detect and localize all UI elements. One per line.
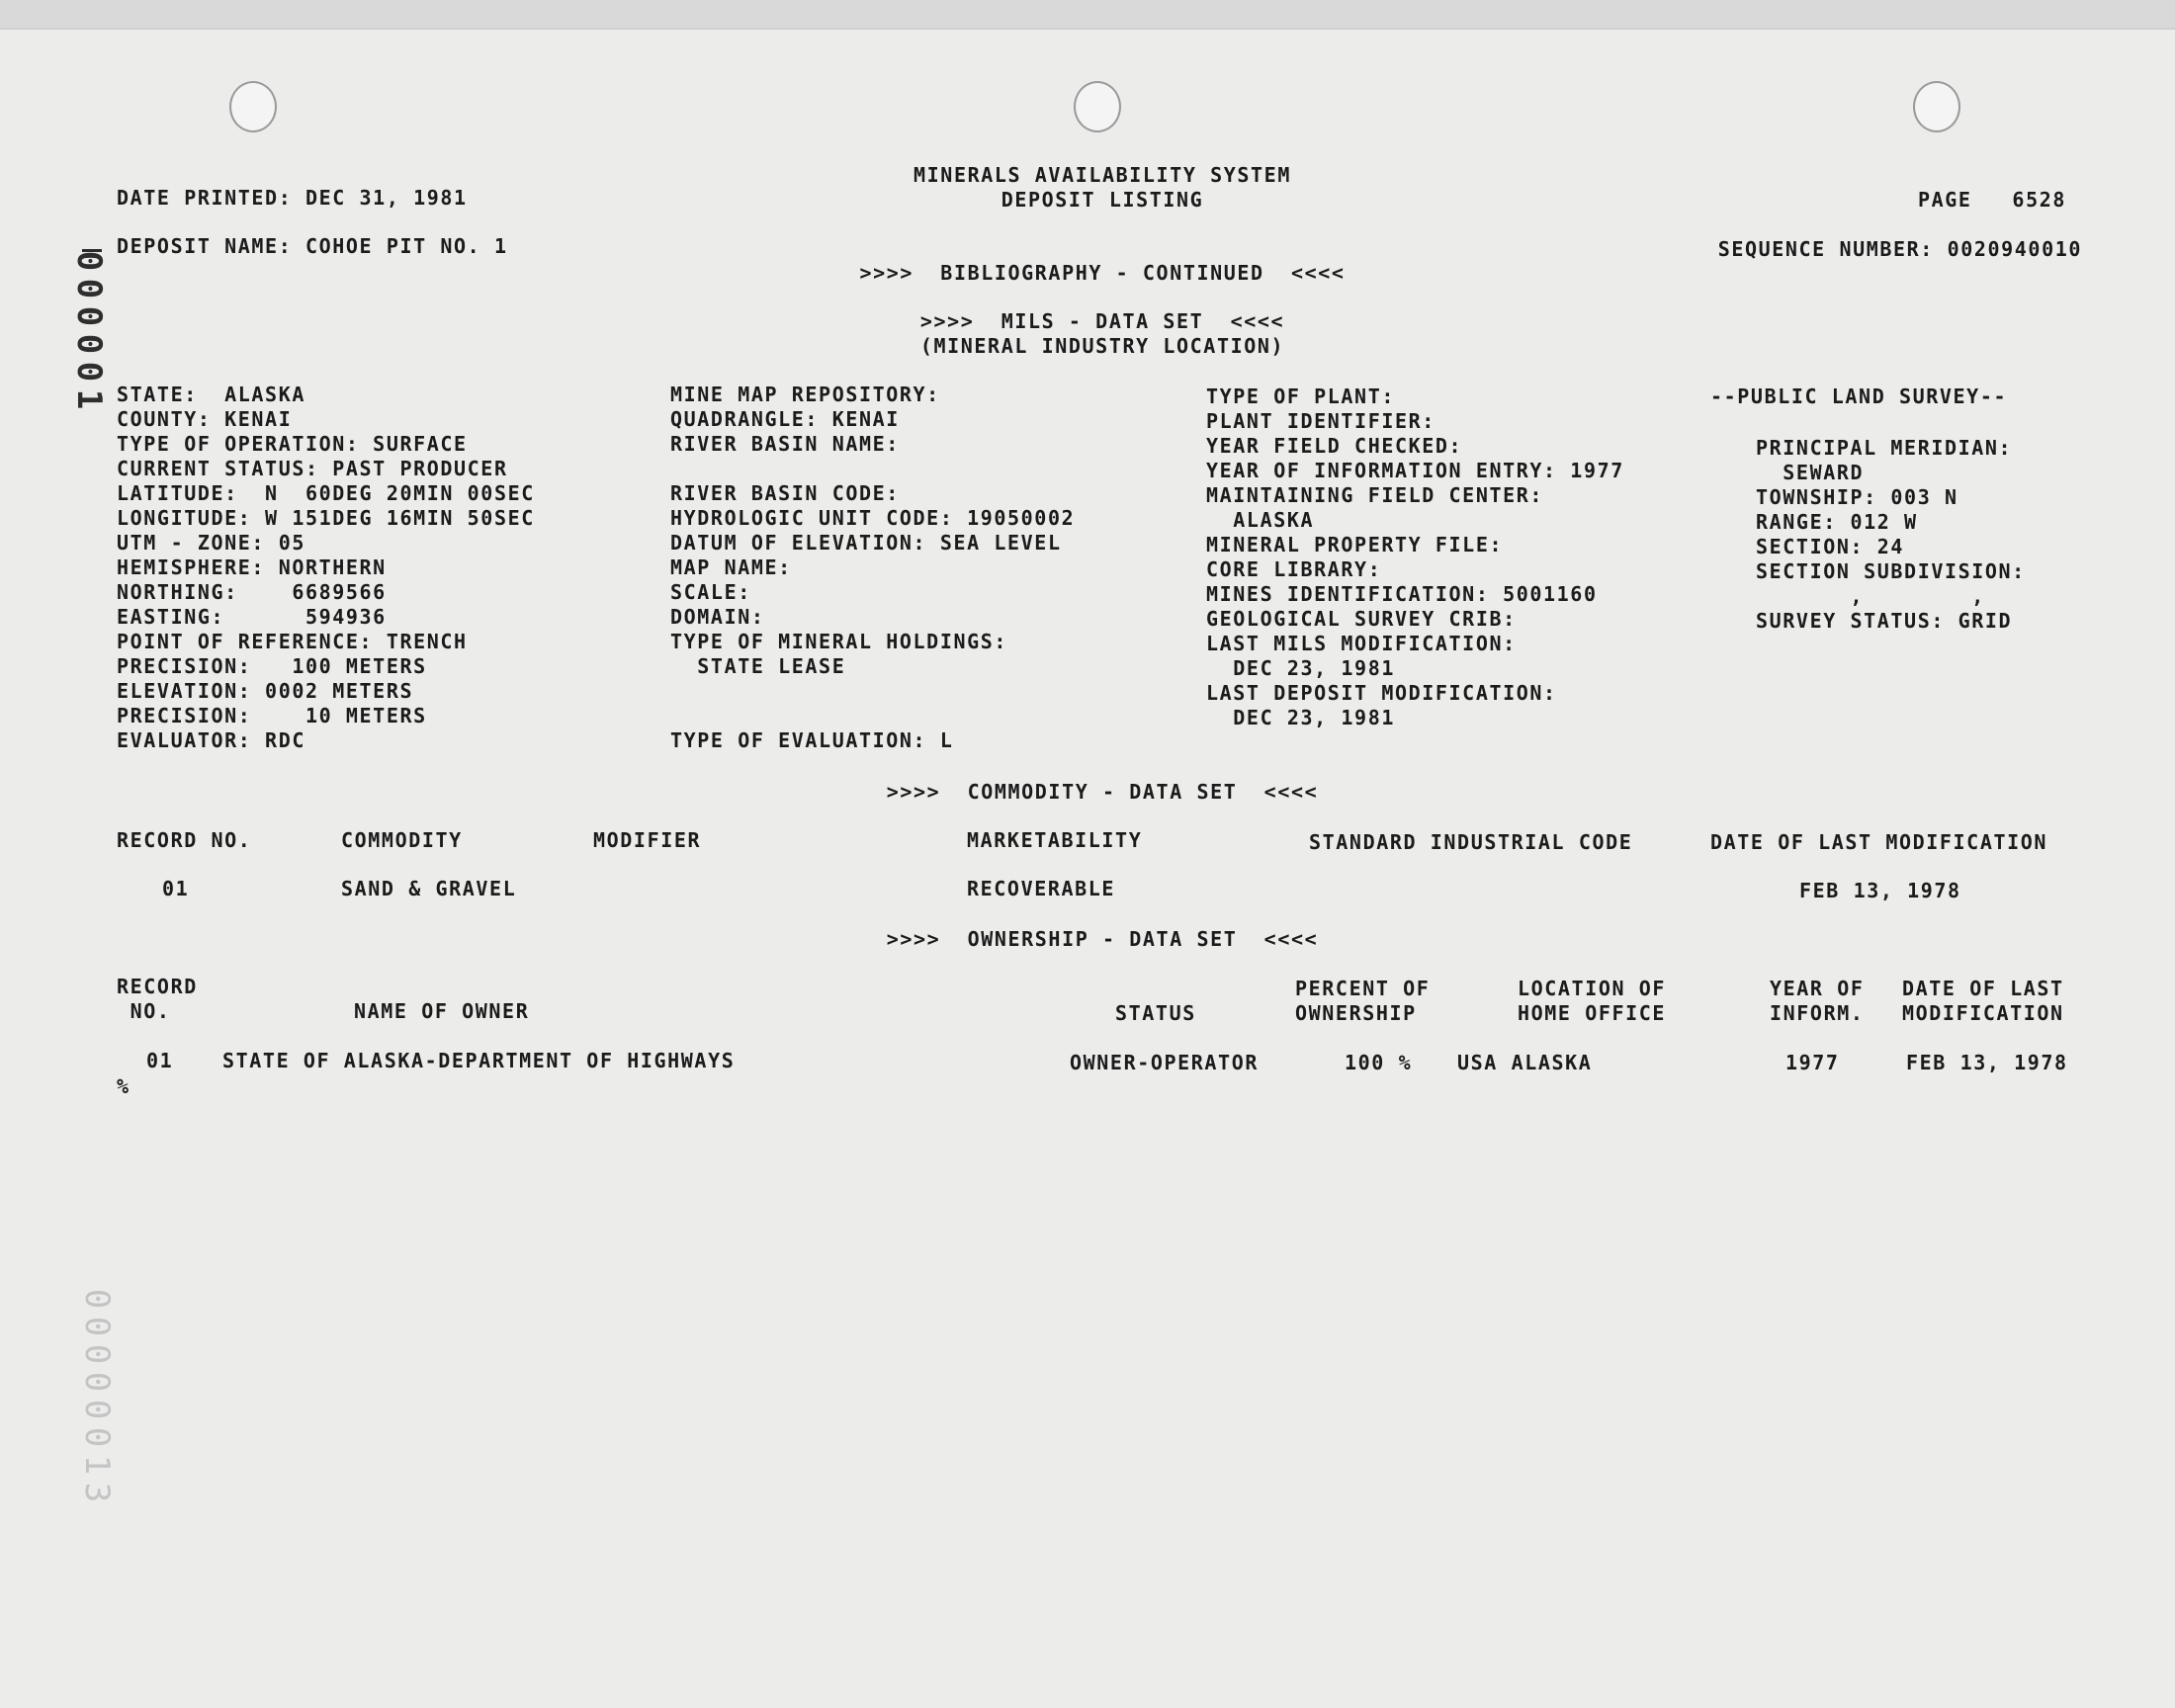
field-line: LATITUDE: N 60DEG 20MIN 00SEC [117, 481, 535, 505]
side-code-digit: 0 [69, 305, 109, 327]
commodity-row-marketability: RECOVERABLE [967, 877, 1116, 900]
commodity-row-date: FEB 13, 1978 [1799, 879, 1961, 902]
faded-side-code-strip [77, 1285, 117, 1506]
side-code-strip [69, 247, 109, 413]
field-line: SECTION SUBDIVISION: [1756, 559, 2026, 583]
field-line: MAP NAME: [670, 555, 792, 579]
ownership-header-record-1: RECORD [117, 975, 198, 998]
ownership-header-percent-1: PERCENT OF [1295, 977, 1431, 1000]
mils-subheading: (MINERAL INDUSTRY LOCATION) [919, 334, 1285, 358]
field-line: ALASKA [1206, 508, 1315, 532]
commodity-header-marketability: MARKETABILITY [967, 828, 1143, 852]
ownership-header-location-1: LOCATION OF [1518, 977, 1667, 1000]
field-line: EVALUATOR: RDC [117, 728, 305, 752]
field-line: SURVEY STATUS: GRID [1756, 609, 2013, 633]
ownership-row-status: OWNER-OPERATOR [1070, 1051, 1259, 1074]
field-line: SEWARD [1756, 461, 1865, 484]
field-line: RIVER BASIN CODE: [670, 481, 900, 505]
deposit-name: DEPOSIT NAME: COHOE PIT NO. 1 [117, 234, 508, 258]
date-printed: DATE PRINTED: DEC 31, 1981 [117, 186, 468, 210]
binder-hole-right [1913, 81, 1960, 132]
commodity-header-modifier: MODIFIER [593, 828, 702, 852]
mils-heading: >>>> MILS - DATA SET <<<< [919, 309, 1285, 333]
field-line: CORE LIBRARY: [1206, 557, 1382, 581]
ownership-header-percent-2: OWNERSHIP [1295, 1001, 1417, 1025]
binder-hole-center [1074, 81, 1121, 132]
field-line: MINERAL PROPERTY FILE: [1206, 533, 1504, 556]
side-code-digit: 0 [69, 250, 109, 272]
field-line: MINES IDENTIFICATION: 5001160 [1206, 582, 1598, 606]
field-line: POINT OF REFERENCE: TRENCH [117, 630, 468, 653]
field-line: MAINTAINING FIELD CENTER: [1206, 483, 1544, 507]
field-line: TYPE OF MINERAL HOLDINGS: [670, 630, 1008, 653]
field-line [670, 679, 1075, 704]
faded-side-code-digit: 1 [77, 1454, 117, 1476]
ownership-header-location-2: HOME OFFICE [1518, 1001, 1667, 1025]
field-line: LAST DEPOSIT MODIFICATION: [1206, 681, 1557, 705]
field-line: SECTION: 24 [1756, 535, 1905, 558]
field-line: , , [1756, 584, 1985, 608]
commodity-header-commodity: COMMODITY [341, 828, 463, 852]
faded-side-code-digit: 0 [77, 1426, 117, 1448]
field-line: TYPE OF PLANT: [1206, 384, 1395, 408]
field-line: UTM - ZONE: 05 [117, 531, 305, 555]
commodity-row-commodity: SAND & GRAVEL [341, 877, 517, 900]
field-line: PRECISION: 100 METERS [117, 654, 427, 678]
field-line: COUNTY: KENAI [117, 407, 293, 431]
field-line: EASTING: 594936 [117, 605, 387, 629]
field-line: TYPE OF EVALUATION: L [670, 728, 954, 752]
ownership-heading: >>>> OWNERSHIP - DATA SET <<<< [886, 927, 1319, 951]
faded-side-code-digit: 0 [77, 1343, 117, 1365]
field-line: CURRENT STATUS: PAST PRODUCER [117, 457, 508, 480]
faded-side-code-digit: 0 [77, 1371, 117, 1393]
end-of-record-mark: % [117, 1074, 130, 1098]
side-code-digit: 0 [69, 278, 109, 299]
bibliography-heading: >>>> BIBLIOGRAPHY - CONTINUED <<<< [859, 261, 1346, 285]
side-code-digit: 0 [69, 361, 109, 383]
field-line [670, 457, 1075, 481]
field-line: RANGE: 012 W [1756, 510, 1918, 534]
binder-hole-left [229, 81, 277, 132]
ownership-row-record: 01 [146, 1049, 174, 1072]
mils-column-plant [1206, 384, 1624, 730]
faded-side-code-digit: 3 [77, 1482, 117, 1503]
side-code-digit: 0 [69, 333, 109, 355]
field-line: STATE LEASE [670, 654, 846, 678]
field-line: TYPE OF OPERATION: SURFACE [117, 432, 468, 456]
field-line: YEAR OF INFORMATION ENTRY: 1977 [1206, 459, 1624, 482]
field-line: ELEVATION: 0002 METERS [117, 679, 414, 703]
faded-side-code-digit: 0 [77, 1316, 117, 1337]
commodity-header-date: DATE OF LAST MODIFICATION [1710, 830, 2048, 854]
commodity-header-record: RECORD NO. [117, 828, 252, 852]
field-line: HYDROLOGIC UNIT CODE: 19050002 [670, 506, 1076, 530]
public-land-survey-title: --PUBLIC LAND SURVEY-- [1710, 384, 2008, 408]
field-line: LONGITUDE: W 151DEG 16MIN 50SEC [117, 506, 535, 530]
ownership-header-year-2: INFORM. [1770, 1001, 1865, 1025]
field-line: HEMISPHERE: NORTHERN [117, 555, 387, 579]
field-line: STATE: ALASKA [117, 383, 305, 406]
ownership-row-percent: 100 % [1345, 1051, 1413, 1074]
field-line: QUADRANGLE: KENAI [670, 407, 900, 431]
field-line: MINE MAP REPOSITORY: [670, 383, 940, 406]
ownership-header-year-1: YEAR OF [1770, 977, 1865, 1000]
faded-side-code-digit: 0 [77, 1288, 117, 1310]
ownership-row-location: USA ALASKA [1457, 1051, 1593, 1074]
ownership-header-status: STATUS [1115, 1001, 1196, 1025]
sequence-number: SEQUENCE NUMBER: 0020940010 [1717, 237, 2082, 261]
ownership-row-owner: STATE OF ALASKA-DEPARTMENT OF HIGHWAYS [222, 1049, 736, 1072]
field-line: DATUM OF ELEVATION: SEA LEVEL [670, 531, 1062, 555]
field-line: SCALE: [670, 580, 751, 604]
field-line: YEAR FIELD CHECKED: [1206, 434, 1463, 458]
page-number: PAGE 6528 [1917, 188, 2066, 212]
commodity-heading: >>>> COMMODITY - DATA SET <<<< [886, 780, 1319, 804]
listing-title: DEPOSIT LISTING [1000, 188, 1204, 212]
mils-column-map [670, 383, 1075, 753]
ownership-row-date: FEB 13, 1978 [1906, 1051, 2068, 1074]
faded-side-code-digit: 0 [77, 1399, 117, 1420]
mils-column-land-survey [1756, 436, 2026, 634]
field-line: RIVER BASIN NAME: [670, 432, 900, 456]
ownership-header-date-2: MODIFICATION [1902, 1001, 2064, 1025]
field-line: DEC 23, 1981 [1206, 656, 1395, 680]
field-line: GEOLOGICAL SURVEY CRIB: [1206, 607, 1517, 631]
side-code-digit: 1 [69, 388, 109, 410]
field-line: TOWNSHIP: 003 N [1756, 485, 1958, 509]
system-title: MINERALS AVAILABILITY SYSTEM [914, 163, 1291, 187]
ownership-header-record-2: NO. [117, 999, 171, 1023]
field-line: DEC 23, 1981 [1206, 706, 1395, 729]
field-line: PRINCIPAL MERIDIAN: [1756, 436, 2013, 460]
field-line: NORTHING: 6689566 [117, 580, 387, 604]
commodity-row-record: 01 [162, 877, 190, 900]
ownership-header-date-1: DATE OF LAST [1902, 977, 2064, 1000]
ownership-row-year: 1977 [1785, 1051, 1840, 1074]
ownership-header-owner: NAME OF OWNER [354, 999, 530, 1023]
field-line: DOMAIN: [670, 605, 765, 629]
commodity-header-sic: STANDARD INDUSTRIAL CODE [1309, 830, 1633, 854]
mils-column-location [117, 383, 535, 753]
field-line: PRECISION: 10 METERS [117, 704, 427, 727]
field-line: LAST MILS MODIFICATION: [1206, 632, 1517, 655]
field-line [670, 704, 1075, 728]
field-line: PLANT IDENTIFIER: [1206, 409, 1436, 433]
